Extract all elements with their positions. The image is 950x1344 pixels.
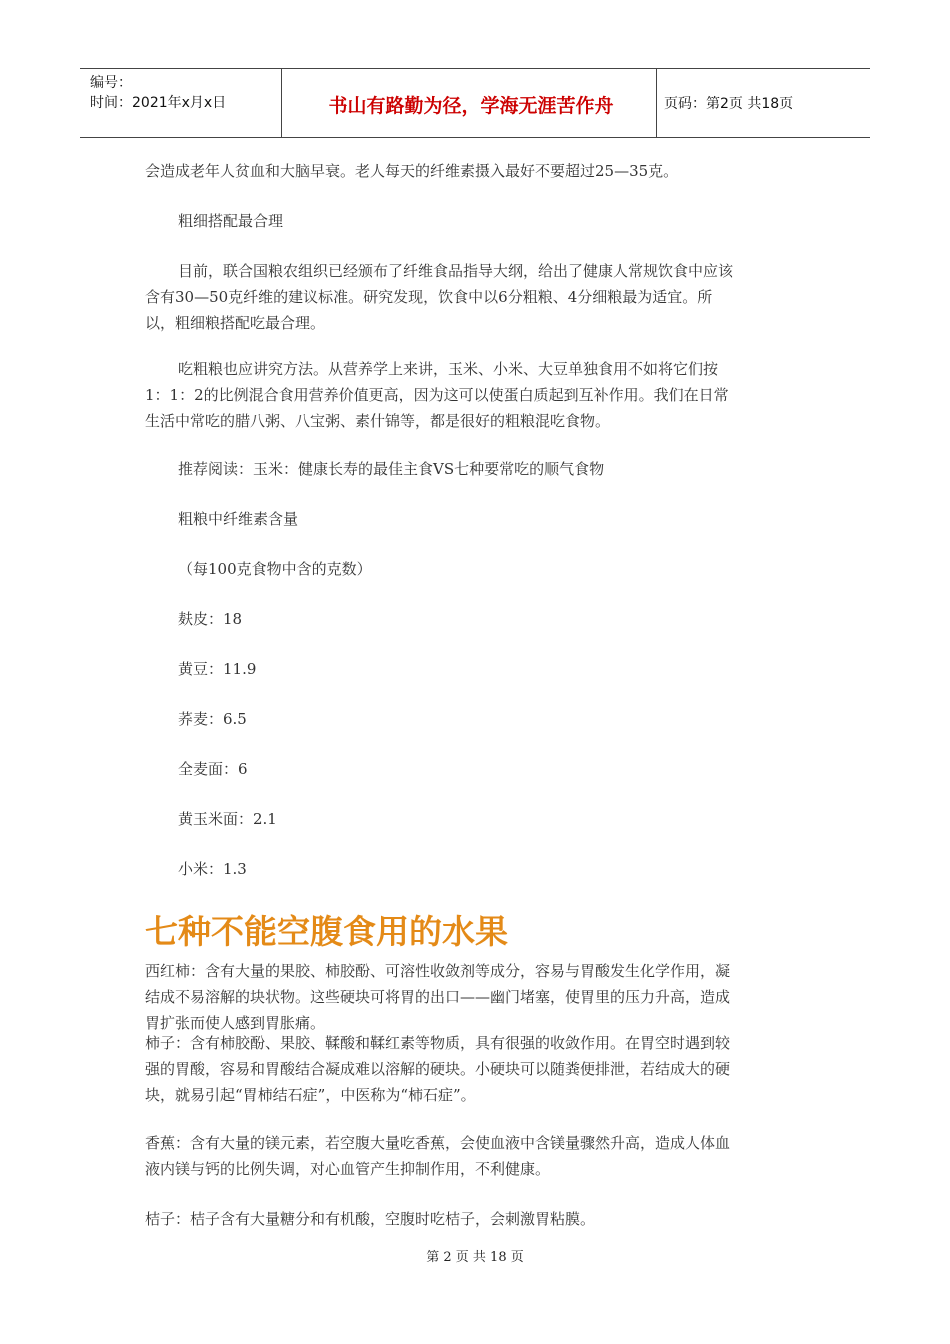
recommended-reading: 推荐阅读：玉米：健康长寿的最佳主食VS七种要常吃的顺气食物 <box>178 460 605 478</box>
fiber-item: 黄豆：11.9 <box>178 660 257 678</box>
fiber-content-unit: （每100克食物中含的克数） <box>178 560 372 578</box>
paragraph-intro: 会造成老年人贫血和大脑早衰。老人每天的纤维素摄入最好不要超过25—35克。 <box>145 162 679 180</box>
tomato-paragraph-l3: 胃扩张而使人感到胃胀痛。 <box>145 1014 326 1032</box>
fiber-content-heading: 粗粮中纤维素含量 <box>178 510 299 528</box>
number-label: 编号： <box>90 75 132 91</box>
orange-paragraph: 桔子：桔子含有大量糖分和有机酸，空腹时吃桔子，会刺激胃粘膜。 <box>145 1210 596 1228</box>
subheading-coarse-fine: 粗细搭配最合理 <box>178 212 284 230</box>
header-table <box>80 68 870 138</box>
banana-paragraph-l2: 液内镁与钙的比例失调，对心血管产生抑制作用，不利健康。 <box>145 1160 551 1178</box>
header-meta <box>90 73 226 113</box>
tomato-paragraph-l1: 西红柿：含有大量的果胶、柿胶酚、可溶性收敛剂等成分，容易与胃酸发生化学作用，凝 <box>145 962 731 980</box>
persimmon-paragraph-l1: 柿子：含有柿胶酚、果胶、鞣酸和鞣红素等物质，具有很强的收敛作用。在胃空时遇到较 <box>145 1034 731 1052</box>
page-footer: 第 2 页 共 18 页 <box>426 1250 524 1265</box>
persimmon-paragraph-l2: 强的胃酸，容易和胃酸结合凝成难以溶解的硬块。小硬块可以随粪便排泄，若结成大的硬 <box>145 1060 731 1078</box>
paragraph-fao-l2: 含有30—50克纤维的建议标准。研究发现，饮食中以6分粗粮、4分细粮最为适宜。所 <box>145 288 713 306</box>
header-motto: 书山有路勤为径，学海无涯苦作舟 <box>328 95 614 117</box>
fiber-item: 麸皮：18 <box>178 610 243 628</box>
banana-paragraph-l1: 香蕉：含有大量的镁元素，若空腹大量吃香蕉，会使血液中含镁量骤然升高，造成人体血 <box>145 1134 731 1152</box>
paragraph-method-l1: 吃粗粮也应讲究方法。从营养学上来讲，玉米、小米、大豆单独食用不如将它们按 <box>178 360 719 378</box>
time-label: 时间：2021年x月x日 <box>90 95 227 111</box>
fiber-item: 小米：1.3 <box>178 860 247 878</box>
fiber-item: 黄玉米面：2.1 <box>178 810 277 828</box>
fiber-item: 全麦面：6 <box>178 760 248 778</box>
paragraph-fao-l3: 以，粗细粮搭配吃最合理。 <box>145 314 326 332</box>
header-page-info: 页码：第2页 共18页 <box>664 96 794 112</box>
paragraph-method-l3: 生活中常吃的腊八粥、八宝粥、素什锦等，都是很好的粗粮混吃食物。 <box>145 412 611 430</box>
paragraph-method-l2: 1：1：2的比例混合食用营养价值更高，因为这可以使蛋白质起到互补作用。我们在日常 <box>145 386 729 404</box>
fiber-item: 荞麦：6.5 <box>178 710 247 728</box>
paragraph-fao-l1: 目前，联合国粮农组织已经颁布了纤维食品指导大纲，给出了健康人常规饮食中应该 <box>178 262 734 280</box>
section-title: 七种不能空腹食用的水果 <box>145 912 508 951</box>
persimmon-paragraph-l3: 块，就易引起“胃柿结石症”，中医称为“柿石症”。 <box>145 1086 476 1104</box>
tomato-paragraph-l2: 结成不易溶解的块状物。这些硬块可将胃的出口——幽门堵塞，使胃里的压力升高，造成 <box>145 988 731 1006</box>
